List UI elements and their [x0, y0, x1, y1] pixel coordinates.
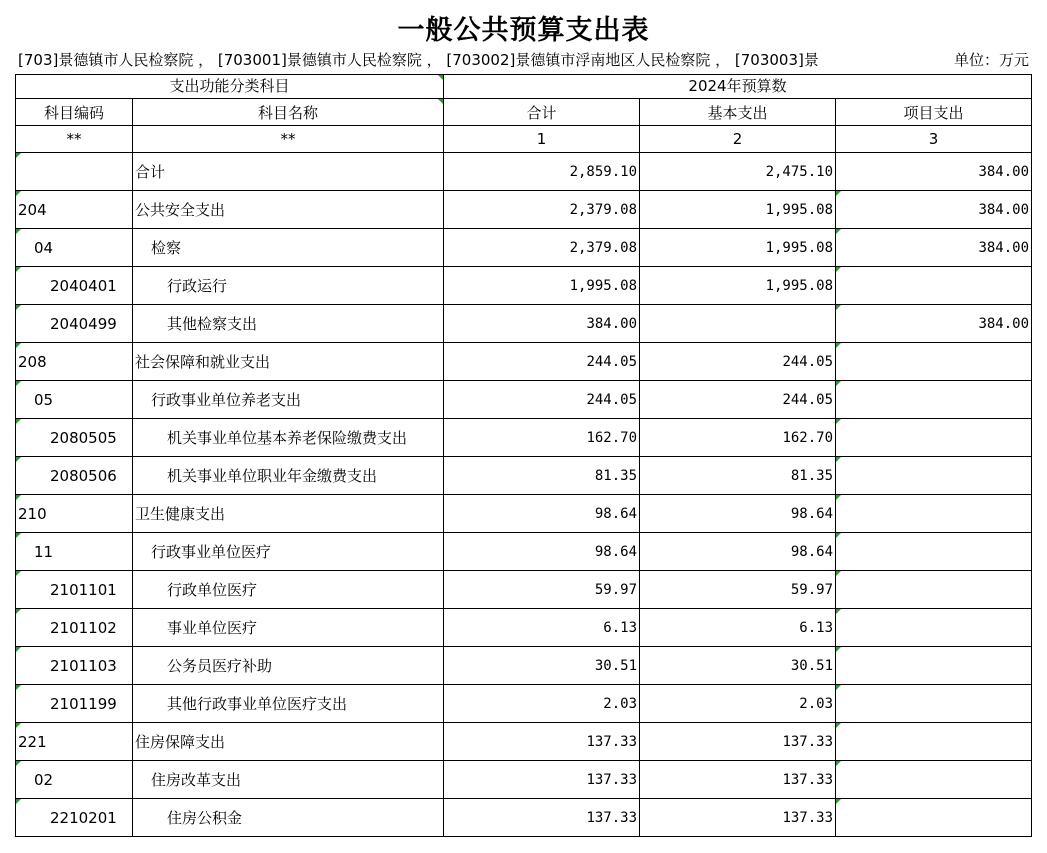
cell-name: 社会保障和就业支出 — [133, 343, 444, 381]
cell-total: 162.70 — [444, 419, 640, 457]
cell-total: 2,859.10 — [444, 153, 640, 191]
cell-project — [836, 647, 1032, 685]
cell-total: 6.13 — [444, 609, 640, 647]
table-row — [16, 229, 1032, 267]
cell-basic: 162.70 — [640, 419, 836, 457]
cell-code: 2101199 — [16, 685, 133, 723]
cell-name: 检察 — [133, 229, 444, 267]
cell-project — [836, 799, 1032, 837]
cell-total: 2,379.08 — [444, 191, 640, 229]
cell-name: 行政运行 — [133, 267, 444, 305]
header-basic: 基本支出 — [640, 99, 836, 126]
table-row — [16, 571, 1032, 609]
cell-project — [836, 495, 1032, 533]
cell-total: 98.64 — [444, 533, 640, 571]
cell-name: 行政单位医疗 — [133, 571, 444, 609]
cell-basic: 2.03 — [640, 685, 836, 723]
cell-code — [16, 153, 133, 191]
cell-code: 2101102 — [16, 609, 133, 647]
header-code: 科目编码 — [16, 99, 133, 126]
cell-total: 30.51 — [444, 647, 640, 685]
cell-basic: 137.33 — [640, 723, 836, 761]
header-name: 科目名称 — [133, 99, 444, 126]
header-budget-year: 2024年预算数 — [444, 75, 1032, 99]
cell-project — [836, 609, 1032, 647]
header-total: 合计 — [444, 99, 640, 126]
cell-project — [836, 457, 1032, 495]
cell-basic: 98.64 — [640, 533, 836, 571]
cell-project — [836, 761, 1032, 799]
cell-project: 384.00 — [836, 191, 1032, 229]
header-function-category: 支出功能分类科目 — [16, 75, 444, 99]
cell-name: 事业单位医疗 — [133, 609, 444, 647]
cell-code: 221 — [16, 723, 133, 761]
cell-total: 81.35 — [444, 457, 640, 495]
cell-total: 137.33 — [444, 723, 640, 761]
table-row — [16, 723, 1032, 761]
table-row — [16, 685, 1032, 723]
table-row — [16, 343, 1032, 381]
index-name: ** — [133, 126, 444, 153]
header-project: 项目支出 — [836, 99, 1032, 126]
cell-code: 11 — [16, 533, 133, 571]
cell-total: 137.33 — [444, 799, 640, 837]
cell-basic: 1,995.08 — [640, 229, 836, 267]
table-row — [16, 191, 1032, 229]
cell-basic: 59.97 — [640, 571, 836, 609]
table-row — [16, 419, 1032, 457]
table-row — [16, 647, 1032, 685]
cell-project — [836, 381, 1032, 419]
cell-name: 住房公积金 — [133, 799, 444, 837]
cell-basic: 30.51 — [640, 647, 836, 685]
cell-project — [836, 533, 1032, 571]
cell-total: 137.33 — [444, 761, 640, 799]
budget-table — [15, 74, 1032, 837]
cell-basic — [640, 305, 836, 343]
cell-basic: 244.05 — [640, 343, 836, 381]
table-row — [16, 609, 1032, 647]
index-project: 3 — [836, 126, 1032, 153]
cell-code: 2101101 — [16, 571, 133, 609]
cell-project — [836, 267, 1032, 305]
cell-name: 卫生健康支出 — [133, 495, 444, 533]
cell-project: 384.00 — [836, 153, 1032, 191]
cell-name: 其他行政事业单位医疗支出 — [133, 685, 444, 723]
cell-code: 2040499 — [16, 305, 133, 343]
cell-name: 公务员医疗补助 — [133, 647, 444, 685]
cell-basic: 81.35 — [640, 457, 836, 495]
cell-basic: 98.64 — [640, 495, 836, 533]
unit-label: 单位：万元 — [953, 51, 1029, 69]
cell-basic: 137.33 — [640, 799, 836, 837]
table-row — [16, 495, 1032, 533]
cell-total: 1,995.08 — [444, 267, 640, 305]
cell-total: 244.05 — [444, 343, 640, 381]
cell-basic: 137.33 — [640, 761, 836, 799]
cell-total: 59.97 — [444, 571, 640, 609]
table-row — [16, 799, 1032, 837]
table-row — [16, 153, 1032, 191]
cell-name: 公共安全支出 — [133, 191, 444, 229]
cell-name: 机关事业单位基本养老保险缴费支出 — [133, 419, 444, 457]
table-row — [16, 381, 1032, 419]
cell-project — [836, 685, 1032, 723]
cell-name: 其他检察支出 — [133, 305, 444, 343]
cell-total: 2.03 — [444, 685, 640, 723]
cell-code: 02 — [16, 761, 133, 799]
cell-code: 210 — [16, 495, 133, 533]
cell-project — [836, 419, 1032, 457]
cell-code: 05 — [16, 381, 133, 419]
table-row — [16, 305, 1032, 343]
cell-total: 384.00 — [444, 305, 640, 343]
cell-code: 208 — [16, 343, 133, 381]
cell-basic: 6.13 — [640, 609, 836, 647]
cell-code: 2080505 — [16, 419, 133, 457]
index-code: ** — [16, 126, 133, 153]
index-total: 1 — [444, 126, 640, 153]
cell-code: 2080506 — [16, 457, 133, 495]
unit-list-subtitle: [703]景德镇市人民检察院 ， [703001]景德镇市人民检察院 ， [703002]景德镇市浮南地区人民检察院 ， [703003]景 — [18, 51, 819, 69]
page-title: 一般公共预算支出表 — [397, 15, 650, 46]
cell-name: 行政事业单位医疗 — [133, 533, 444, 571]
cell-project: 384.00 — [836, 305, 1032, 343]
cell-project — [836, 343, 1032, 381]
cell-name: 行政事业单位养老支出 — [133, 381, 444, 419]
table-row — [16, 457, 1032, 495]
table-row — [16, 761, 1032, 799]
cell-total: 98.64 — [444, 495, 640, 533]
cell-total: 2,379.08 — [444, 229, 640, 267]
table-row — [16, 267, 1032, 305]
cell-basic: 244.05 — [640, 381, 836, 419]
cell-code: 204 — [16, 191, 133, 229]
cell-basic: 2,475.10 — [640, 153, 836, 191]
cell-code: 2210201 — [16, 799, 133, 837]
cell-code: 2040401 — [16, 267, 133, 305]
header-group-row — [16, 75, 1032, 99]
cell-code: 04 — [16, 229, 133, 267]
cell-name: 机关事业单位职业年金缴费支出 — [133, 457, 444, 495]
cell-name: 住房改革支出 — [133, 761, 444, 799]
cell-basic: 1,995.08 — [640, 191, 836, 229]
cell-project: 384.00 — [836, 229, 1032, 267]
table-row — [16, 533, 1032, 571]
cell-basic: 1,995.08 — [640, 267, 836, 305]
index-basic: 2 — [640, 126, 836, 153]
cell-project — [836, 571, 1032, 609]
header-column-row — [16, 99, 1032, 126]
cell-name: 合计 — [133, 153, 444, 191]
cell-project — [836, 723, 1032, 761]
cell-name: 住房保障支出 — [133, 723, 444, 761]
cell-total: 244.05 — [444, 381, 640, 419]
header-index-row — [16, 126, 1032, 153]
cell-code: 2101103 — [16, 647, 133, 685]
